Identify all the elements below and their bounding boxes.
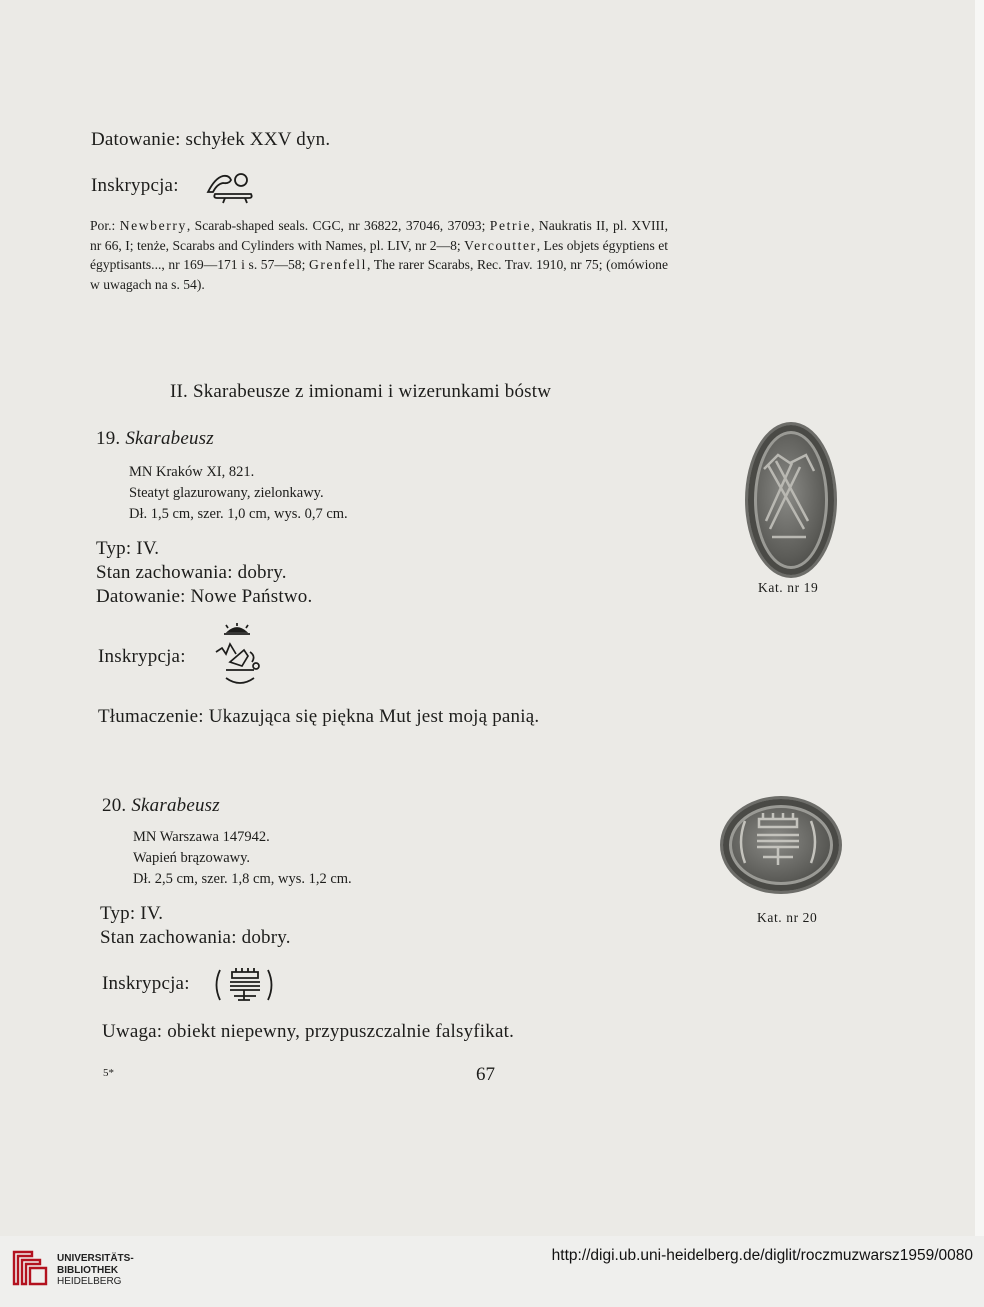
heidelberg-library-logo-icon[interactable] [10,1248,48,1288]
entry-19-name: Skarabeusz [125,428,214,449]
entry-19-number: 19. [96,428,121,449]
page-number: 67 [476,1064,495,1085]
entry-19-type: Typ: IV. [96,538,160,559]
comparanda-text-2: , Naukratis II, pl. XVIII, nr 66, I; tenże, Scarabs and Cylinders with Names, pl. LIV, nr 2—8; [90,218,668,253]
author-petrie: Petrie [489,218,532,233]
entry-19-heading [96,428,214,450]
permalink-url[interactable]: http://digi.ub.uni-heidelberg.de/diglit/roczmuzwarsz1959/0080 [551,1247,973,1264]
entry-20-caption: Kat. nr 20 [757,910,818,925]
entry-20-inscription-label: Inskrypcja: [102,973,190,994]
author-newberry: Newberry [119,218,187,233]
entry-20-dimensions: Dł. 2,5 cm, szer. 1,8 cm, wys. 1,2 cm. [133,871,352,887]
entry-19-dating: Datowanie: Nowe Państwo. [96,586,313,607]
entry-20-cartouche-icon [212,966,276,1004]
entry-19-translation: Tłumaczenie: Ukazująca się piękna Mut jest moją panią. [98,706,540,727]
logo-line-1: UNIVERSITÄTS- [57,1253,134,1264]
entry-20-number: 20. [102,795,127,816]
logo-line-2: BIBLIOTHEK [57,1264,119,1276]
library-footer-bar [0,1236,984,1307]
entry-20-heading [102,795,220,817]
section-title: II. Skarabeusze z imionami i wizerunkami bóstw [170,381,552,402]
page-edge [975,0,984,1236]
entry-20-material: Wapień brązowawy. [133,850,251,866]
entry-19-hieroglyph-icon [212,622,262,692]
comparanda-text-3: , Les objets égyptiens et égyptisants..., nr 169—171 i s. 57—58; [90,237,668,272]
inscription-label-top: Inskrypcja: [91,175,179,196]
entry-20-note: Uwaga: obiekt niepewny, przypuszczalnie falsyfikat. [102,1021,515,1042]
entry-19-condition: Stan zachowania: dobry. [96,562,287,583]
author-vercoutter: Vercoutter [464,237,537,253]
library-logo-text[interactable] [57,1253,134,1288]
entry-19-dimensions: Dł. 1,5 cm, szer. 1,0 cm, wys. 0,7 cm. [129,506,348,522]
comparanda-paragraph [90,216,668,294]
entry-20-type: Typ: IV. [100,903,164,924]
entry-19-museum: MN Kraków XI, 821. [129,464,255,480]
dating-top: Datowanie: schyłek XXV dyn. [91,129,331,150]
logo-line-3: HEIDELBERG [57,1276,122,1287]
comparanda-text-4: , The rarer Scarabs, Rec. Trav. 1910, nr 75; (omówione w uwagach na s. 54). [90,257,668,292]
hieroglyph-inscription-icon [205,168,257,204]
author-grenfell: Grenfell [308,257,368,272]
entry-19-photo [745,422,837,578]
comparanda-prefix: Por.: [90,218,120,233]
entry-20-name: Skarabeusz [131,795,220,816]
entry-19-engraving-icon [748,425,828,569]
comparanda-text-1: , Scarab-shaped seals. CGC, nr 36822, 37046, 37093; [186,218,490,233]
entry-20-engraving-icon [723,799,833,885]
entry-20-museum: MN Warszawa 147942. [133,829,270,845]
entry-20-photo [720,796,842,894]
signature-mark: 5* [103,1067,114,1079]
entry-20-condition: Stan zachowania: dobry. [100,927,291,948]
entry-19-inscription-label: Inskrypcja: [98,646,186,667]
entry-19-caption: Kat. nr 19 [758,580,819,595]
entry-19-material: Steatyt glazurowany, zielonkawy. [129,485,324,501]
